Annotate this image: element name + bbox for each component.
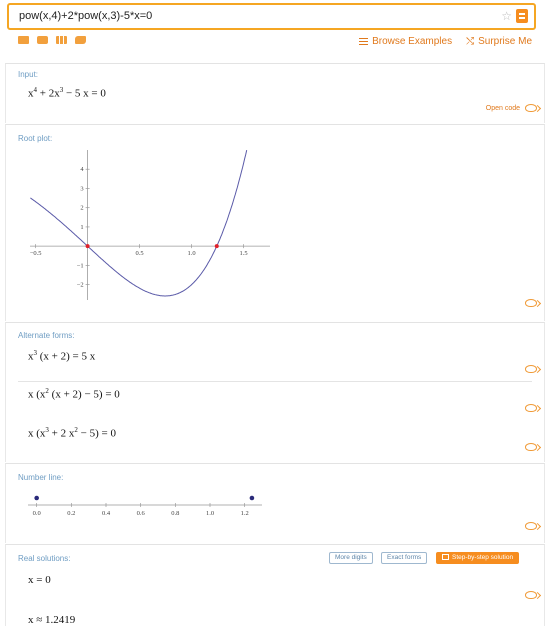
input-toolbar <box>18 36 86 44</box>
pod-title: Number line: <box>18 473 64 482</box>
real-solutions-pod <box>5 544 545 626</box>
input-expression: $x^4 + 2x^3 - 5$ x = 0 <box>28 86 106 100</box>
alternate-form-2: x ($x^2$ (x + 2) − 5) = 0 <box>28 387 120 401</box>
x-tick-label: 0.5 <box>135 250 144 258</box>
share-icon[interactable] <box>525 443 537 451</box>
root-plot-pod <box>5 124 545 321</box>
camera-icon[interactable] <box>37 36 48 44</box>
alternate-forms-pod <box>5 322 545 462</box>
surprise-me-label: Surprise Me <box>478 36 532 47</box>
share-icon[interactable] <box>525 365 537 373</box>
keyboard-icon[interactable] <box>18 36 29 44</box>
x-tick-label: 1.2 <box>240 510 249 517</box>
divider <box>18 381 532 382</box>
function-curve <box>30 150 246 296</box>
pod-title: Real solutions: <box>18 554 71 563</box>
y-tick-label: 3 <box>80 185 84 193</box>
search-input[interactable] <box>19 10 489 22</box>
y-tick-label: 2 <box>80 204 84 212</box>
root-point <box>215 244 219 248</box>
root-plot-chart <box>20 150 280 300</box>
y-tick-label: −1 <box>76 262 84 270</box>
y-tick-label: 4 <box>80 166 84 174</box>
pod-title: Input: <box>18 70 39 79</box>
solution-1: x = 0 <box>28 574 51 586</box>
y-tick-label: −2 <box>76 281 84 289</box>
star-icon[interactable]: ☆ <box>501 9 512 23</box>
more-digits-button[interactable]: More digits <box>329 552 373 564</box>
share-icon[interactable] <box>525 404 537 412</box>
x-tick-label: 1.0 <box>187 250 196 258</box>
alternate-form-3: x ($x^3 + 2$ $x^2 - 5) = 0$ <box>28 426 116 440</box>
exact-forms-button[interactable]: Exact forms <box>381 552 427 564</box>
y-tick-label: 1 <box>80 223 84 231</box>
browse-examples-link[interactable] <box>359 36 452 47</box>
menu-icon <box>359 38 368 45</box>
surprise-me-link[interactable] <box>466 36 532 47</box>
step-by-step-icon <box>442 554 449 560</box>
nav-links <box>359 36 532 47</box>
search-bar <box>7 3 536 30</box>
x-tick-label: 0.8 <box>171 510 180 517</box>
alternate-form-1: $x^3$ (x + 2) = 5 x <box>28 349 96 363</box>
x-tick-label: −0.5 <box>29 250 42 258</box>
number-line-pod <box>5 463 545 543</box>
x-tick-label: 0.6 <box>136 510 145 517</box>
table-icon[interactable] <box>56 36 67 44</box>
step-by-step-label: Step-by-step solution <box>452 554 514 561</box>
pod-title: Alternate forms: <box>18 331 75 340</box>
input-pod <box>5 63 545 123</box>
pod-title: Root plot: <box>18 134 53 143</box>
browse-examples-label: Browse Examples <box>372 36 453 47</box>
x-tick-label: 1.5 <box>239 250 248 258</box>
share-icon[interactable] <box>525 591 537 599</box>
x-tick-label: 1.0 <box>205 510 215 517</box>
puzzle-icon[interactable] <box>75 36 86 44</box>
solution-point <box>34 496 39 501</box>
root-point <box>86 244 90 248</box>
x-tick-label: 0.2 <box>67 510 76 517</box>
solution-point <box>250 496 255 501</box>
share-icon[interactable] <box>525 522 537 530</box>
open-code-link[interactable]: Open code <box>485 105 520 112</box>
solution-2: x ≈ 1.2419 <box>28 614 76 626</box>
share-icon[interactable] <box>525 299 537 307</box>
x-tick-label: 0.4 <box>101 510 111 517</box>
x-tick-label: 0.0 <box>32 510 41 517</box>
number-line-chart <box>20 491 270 521</box>
step-by-step-button[interactable] <box>436 552 519 564</box>
submit-icon[interactable] <box>516 9 528 23</box>
share-icon[interactable] <box>525 104 537 112</box>
shuffle-icon: ⤭ <box>466 36 475 47</box>
